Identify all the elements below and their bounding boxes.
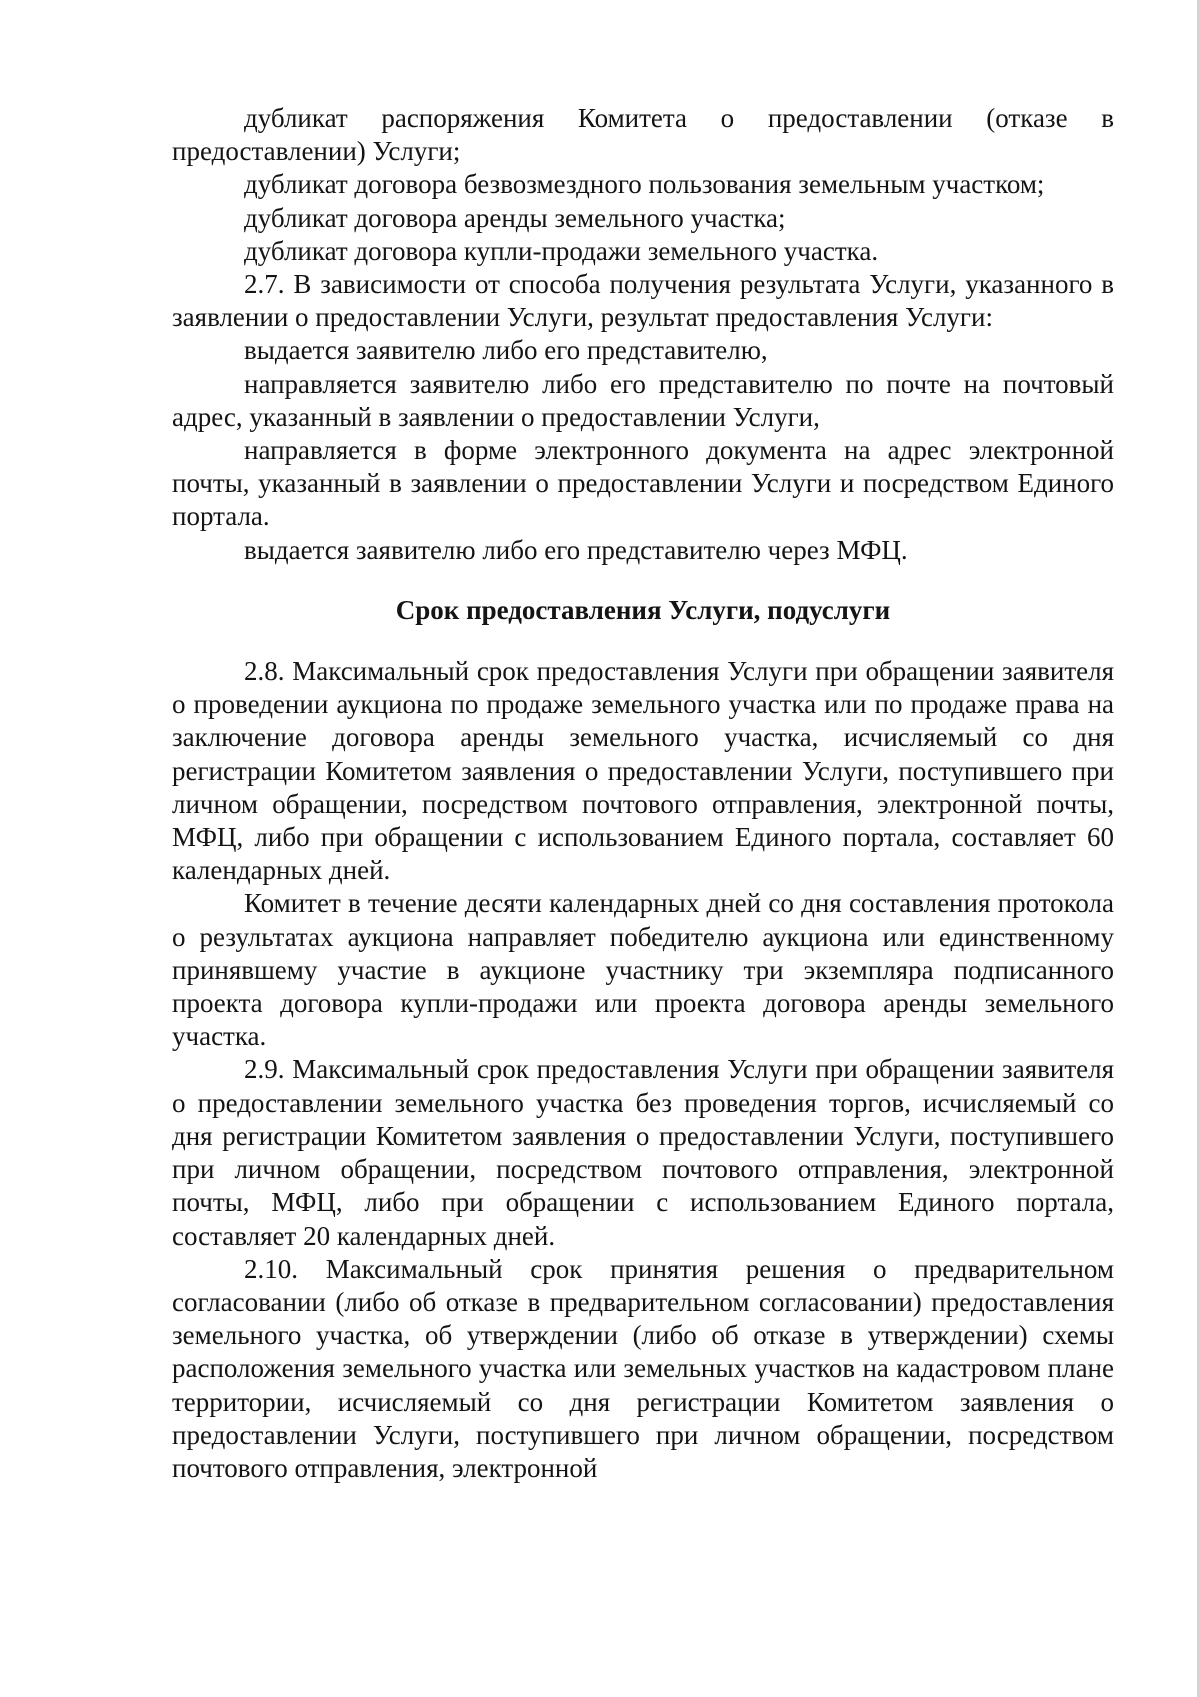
paragraph-result-by-mail: направляется заявителю либо его представителю по почте на почтовый адрес, указанный в заявлении о предоставлении Услуги, (172, 368, 1114, 432)
paragraph-2-7: 2.7. В зависимости от способа получения результата Услуги, указанного в заявлении о предоставлении Услуги, результат предоставления Услуги: (172, 269, 1114, 333)
paragraph-duplicate-order: дубликат распоряжения Комитета о предоставлении (отказе в предоставлении) Услуги; (172, 103, 1114, 167)
paragraph-duplicate-sale-contract: дубликат договора купли-продажи земельного участка. (244, 235, 879, 266)
paragraph-2-8: 2.8. Максимальный срок предоставления Услуги при обращении заявителя о проведении аукциона по продаже земельного участка или по продаже права на заключение договора аренды земельного участка, исчисляемый со дня регистрации Комитетом заявления о предоставлении Услуги, поступившего при личном обращении, посредством почтового отправления, электронной почты, МФЦ, либо при обращении с использованием Единого портала, составляет 60 календарных дней. (172, 656, 1114, 886)
paragraph-result-electronic: направляется в форме электронного документа на адрес электронной почты, указанный в заявлении о предоставлении Услуги и посредством Единого портала. (172, 435, 1114, 532)
paragraph-duplicate-lease-contract: дубликат договора аренды земельного участка; (244, 202, 786, 233)
paragraph-duplicate-free-use-contract: дубликат договора безвозмездного пользования земельным участком; (244, 169, 1045, 200)
paragraph-committee-auction: Комитет в течение десяти календарных дней со дня составления протокола о результатах аукциона направляет победителю аукциона или единственному принявшему участие в аукционе участнику три экземпляра подписанного проекта договора купли-продажи или проекта договора аренды земельного участка. (172, 888, 1114, 1052)
paragraph-result-issued: выдается заявителю либо его представителю, (244, 335, 768, 366)
section-heading: Срок предоставления Услуги, подуслуги (395, 594, 891, 625)
document-body (172, 102, 1114, 1485)
paragraph-2-10: 2.10. Максимальный срок принятия решения о предварительном согласовании (либо об отказе в предварительном согласовании) предоставления земельного участка, об утверждении (либо об отказе в утверждении) схемы расположения земельного участка или земельных участков на кадастровом плане территории, исчисляемый со дня регистрации Комитетом заявления о предоставлении Услуги, поступившего при личном обращении, посредством почтового отправления, электронной (172, 1253, 1114, 1483)
paragraph-2-9: 2.9. Максимальный срок предоставления Услуги при обращении заявителя о предоставлении земельного участка без проведения торгов, исчисляемый со дня регистрации Комитетом заявления о предоставлении Услуги, поступившего при личном обращении, посредством почтового отправления, электронной почты, МФЦ, либо при обращении с использованием Единого портала, составляет 20 календарных дней. (172, 1054, 1114, 1251)
paragraph-result-via-mfc: выдается заявителю либо его представителю через МФЦ. (244, 534, 908, 565)
